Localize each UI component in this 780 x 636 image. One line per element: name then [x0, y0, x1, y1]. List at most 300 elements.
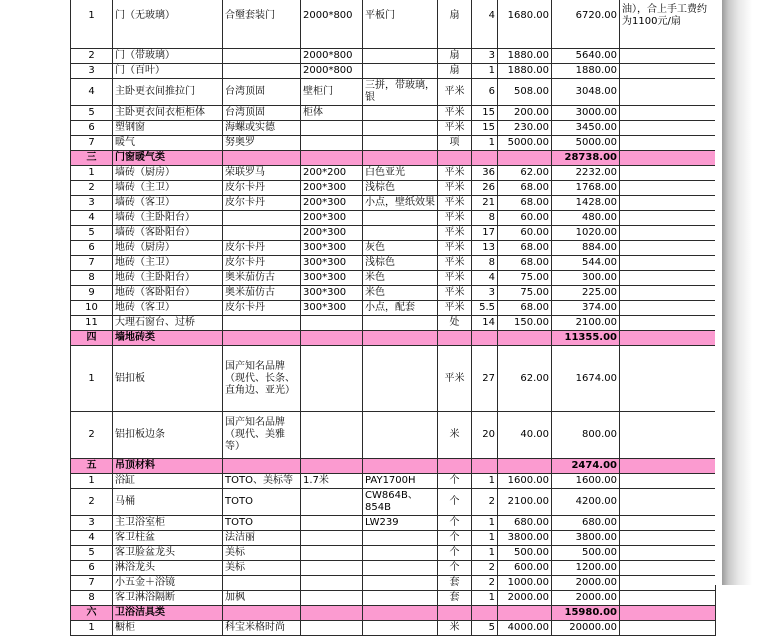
table-row[interactable]	[71, 546, 716, 561]
cell-total[interactable]: 225.00	[552, 286, 620, 301]
cell-total[interactable]: 800.00	[552, 412, 620, 459]
cell-index[interactable]: 2	[71, 489, 113, 516]
cell-note[interactable]: 浅棕色	[363, 181, 438, 196]
cell-note[interactable]	[363, 546, 438, 561]
cell-price[interactable]: 62.00	[498, 166, 552, 181]
cell-index[interactable]: 2	[71, 49, 113, 64]
cell-spec[interactable]	[301, 531, 363, 546]
cell-note[interactable]: 小点，配套	[363, 301, 438, 316]
cell-price[interactable]: 600.00	[498, 561, 552, 576]
cell-name[interactable]: 墙砖（主卫）	[113, 181, 223, 196]
cell-index[interactable]: 6	[71, 241, 113, 256]
cell-spec[interactable]: 柜体	[301, 106, 363, 121]
cell-brand[interactable]: TOTO	[223, 489, 301, 516]
cell-spec[interactable]: 300*300	[301, 271, 363, 286]
cell-brand[interactable]: 奥米茄仿古	[223, 271, 301, 286]
cell-price[interactable]: 62.00	[498, 346, 552, 412]
cell-unit[interactable]: 项	[438, 136, 472, 151]
cell-price[interactable]: 40.00	[498, 412, 552, 459]
cell-price[interactable]: 68.00	[498, 301, 552, 316]
cell-brand[interactable]: 国产知名品牌（现代、长条、直角边、亚光）	[223, 346, 301, 412]
table-row[interactable]	[71, 412, 716, 459]
cell-total[interactable]: 1600.00	[552, 474, 620, 489]
spreadsheet-container[interactable]	[70, 0, 715, 636]
cell-total[interactable]: 884.00	[552, 241, 620, 256]
cell-qty[interactable]: 4	[472, 0, 498, 49]
cell-note[interactable]	[363, 136, 438, 151]
cell-brand[interactable]	[223, 576, 301, 591]
cell-total[interactable]: 11355.00	[552, 331, 620, 346]
cell-remark[interactable]	[620, 561, 716, 576]
cell-price[interactable]: 68.00	[498, 181, 552, 196]
cell-total[interactable]: 1768.00	[552, 181, 620, 196]
cell-remark[interactable]	[620, 256, 716, 271]
cell-spec[interactable]: 300*300	[301, 301, 363, 316]
cell-remark[interactable]	[620, 412, 716, 459]
cell-unit[interactable]: 平米	[438, 226, 472, 241]
cell-qty[interactable]: 2	[472, 561, 498, 576]
cell-name[interactable]: 地砖（主卧阳台）	[113, 271, 223, 286]
cell-unit[interactable]: 平米	[438, 286, 472, 301]
cell-index[interactable]: 4	[71, 211, 113, 226]
cell-unit[interactable]: 个	[438, 531, 472, 546]
table-row[interactable]	[71, 591, 716, 606]
cell-index[interactable]: 4	[71, 79, 113, 106]
cell-remark[interactable]	[620, 106, 716, 121]
cell-unit[interactable]: 扇	[438, 49, 472, 64]
cell-name[interactable]: 大理石窗台、过桥	[113, 316, 223, 331]
cell-qty[interactable]: 1	[472, 591, 498, 606]
cell-brand[interactable]	[223, 459, 301, 474]
cell-total[interactable]: 3048.00	[552, 79, 620, 106]
cell-note[interactable]: 平板门	[363, 0, 438, 49]
cell-spec[interactable]: 300*300	[301, 256, 363, 271]
cell-index[interactable]: 1	[71, 0, 113, 49]
table-row[interactable]	[71, 211, 716, 226]
cell-total[interactable]: 2232.00	[552, 166, 620, 181]
cell-unit[interactable]: 处	[438, 316, 472, 331]
cell-brand[interactable]	[223, 606, 301, 621]
cell-brand[interactable]: 合壐套装门	[223, 0, 301, 49]
cell-name[interactable]: 浴缸	[113, 474, 223, 489]
cell-price[interactable]: 508.00	[498, 79, 552, 106]
cell-qty[interactable]: 20	[472, 412, 498, 459]
cell-remark[interactable]	[620, 136, 716, 151]
cell-index[interactable]: 8	[71, 591, 113, 606]
cell-index[interactable]: 5	[71, 226, 113, 241]
cell-qty[interactable]: 4	[472, 271, 498, 286]
cell-index[interactable]: 6	[71, 121, 113, 136]
cell-remark[interactable]	[620, 346, 716, 412]
cell-remark[interactable]	[620, 151, 716, 166]
cell-name[interactable]: 地砖（客卧阳台）	[113, 286, 223, 301]
cell-name[interactable]: 橱柜	[113, 621, 223, 636]
section-header-row[interactable]	[71, 151, 716, 166]
cell-price[interactable]: 68.00	[498, 196, 552, 211]
cell-price[interactable]: 200.00	[498, 106, 552, 121]
cell-index[interactable]: 8	[71, 271, 113, 286]
cell-name[interactable]: 客卫淋浴隔断	[113, 591, 223, 606]
cell-note[interactable]	[363, 561, 438, 576]
cell-qty[interactable]: 6	[472, 79, 498, 106]
cell-note[interactable]: 小点，壁纸效果	[363, 196, 438, 211]
cell-remark[interactable]	[620, 121, 716, 136]
cell-brand[interactable]: 美标	[223, 546, 301, 561]
table-row[interactable]	[71, 121, 716, 136]
cell-total[interactable]: 374.00	[552, 301, 620, 316]
cell-price[interactable]: 3800.00	[498, 531, 552, 546]
table-row[interactable]	[71, 286, 716, 301]
cell-unit[interactable]: 平米	[438, 301, 472, 316]
cell-remark[interactable]	[620, 489, 716, 516]
cell-total[interactable]: 3450.00	[552, 121, 620, 136]
cell-remark[interactable]	[620, 181, 716, 196]
cell-note[interactable]: 灰色	[363, 241, 438, 256]
cell-spec[interactable]	[301, 459, 363, 474]
cell-spec[interactable]	[301, 576, 363, 591]
cell-brand[interactable]: 海螺或实德	[223, 121, 301, 136]
cell-brand[interactable]: 国产知名品牌（现代、美雅等）	[223, 412, 301, 459]
cell-spec[interactable]: 200*200	[301, 166, 363, 181]
cell-unit[interactable]: 套	[438, 576, 472, 591]
cell-index[interactable]: 7	[71, 136, 113, 151]
cell-unit[interactable]: 平米	[438, 181, 472, 196]
cell-remark[interactable]	[620, 546, 716, 561]
cell-remark[interactable]	[620, 591, 716, 606]
cell-name[interactable]: 马桶	[113, 489, 223, 516]
cell-name[interactable]: 客卫脸盆龙头	[113, 546, 223, 561]
cell-index[interactable]: 2	[71, 412, 113, 459]
cell-spec[interactable]	[301, 606, 363, 621]
cell-total[interactable]: 20000.00	[552, 621, 620, 636]
cell-spec[interactable]	[301, 412, 363, 459]
cell-name[interactable]: 墙砖（厨房）	[113, 166, 223, 181]
cell-total[interactable]: 5000.00	[552, 136, 620, 151]
cell-unit[interactable]: 个	[438, 516, 472, 531]
cell-note[interactable]	[363, 591, 438, 606]
cell-brand[interactable]: 加枫	[223, 591, 301, 606]
cell-name[interactable]: 塑钢窗	[113, 121, 223, 136]
cell-remark[interactable]	[620, 241, 716, 256]
cell-qty[interactable]: 15	[472, 121, 498, 136]
cell-remark[interactable]	[620, 576, 716, 591]
cell-note[interactable]	[363, 531, 438, 546]
cell-index[interactable]: 1	[71, 621, 113, 636]
cell-price[interactable]	[498, 331, 552, 346]
cell-name[interactable]: 门（无玻璃）	[113, 0, 223, 49]
cell-total[interactable]: 1880.00	[552, 64, 620, 79]
cell-qty[interactable]: 15	[472, 106, 498, 121]
cell-unit[interactable]	[438, 459, 472, 474]
cell-index[interactable]: 5	[71, 106, 113, 121]
cell-note[interactable]: 米色	[363, 271, 438, 286]
cell-spec[interactable]: 300*300	[301, 241, 363, 256]
cell-name[interactable]: 吊顶材料	[113, 459, 223, 474]
cell-name[interactable]: 卫浴洁具类	[113, 606, 223, 621]
cell-unit[interactable]: 套	[438, 591, 472, 606]
cell-index[interactable]: 5	[71, 546, 113, 561]
cell-spec[interactable]	[301, 151, 363, 166]
cell-total[interactable]: 4200.00	[552, 489, 620, 516]
cell-brand[interactable]	[223, 211, 301, 226]
cell-brand[interactable]	[223, 331, 301, 346]
cell-price[interactable]: 500.00	[498, 546, 552, 561]
cell-name[interactable]: 暖气	[113, 136, 223, 151]
cell-spec[interactable]: 200*300	[301, 211, 363, 226]
cell-qty[interactable]: 8	[472, 211, 498, 226]
cell-price[interactable]: 1680.00	[498, 0, 552, 49]
cell-name[interactable]: 主卧更衣间衣柜柜体	[113, 106, 223, 121]
table-row[interactable]	[71, 0, 716, 49]
cell-note[interactable]	[363, 459, 438, 474]
cell-note[interactable]: 米色	[363, 286, 438, 301]
cell-spec[interactable]	[301, 121, 363, 136]
cell-index[interactable]: 3	[71, 64, 113, 79]
table-row[interactable]	[71, 346, 716, 412]
cell-qty[interactable]: 1	[472, 531, 498, 546]
cell-total[interactable]: 680.00	[552, 516, 620, 531]
cell-name[interactable]: 小五金＋浴镜	[113, 576, 223, 591]
cell-price[interactable]: 4000.00	[498, 621, 552, 636]
cell-index[interactable]: 9	[71, 286, 113, 301]
cell-qty[interactable]	[472, 151, 498, 166]
cell-qty[interactable]: 1	[472, 516, 498, 531]
cell-brand[interactable]: 奥米茄仿古	[223, 286, 301, 301]
cell-index[interactable]: 三	[71, 151, 113, 166]
cell-note[interactable]: 浅棕色	[363, 256, 438, 271]
cell-total[interactable]: 1200.00	[552, 561, 620, 576]
table-row[interactable]	[71, 516, 716, 531]
cell-note[interactable]	[363, 412, 438, 459]
cell-total[interactable]: 480.00	[552, 211, 620, 226]
cell-qty[interactable]: 1	[472, 64, 498, 79]
cell-price[interactable]: 2100.00	[498, 489, 552, 516]
cell-name[interactable]: 地砖（客卫）	[113, 301, 223, 316]
cell-note[interactable]	[363, 621, 438, 636]
cell-remark[interactable]	[620, 226, 716, 241]
table-row[interactable]	[71, 271, 716, 286]
cell-remark[interactable]	[620, 64, 716, 79]
cell-remark[interactable]	[620, 271, 716, 286]
cell-spec[interactable]	[301, 591, 363, 606]
cell-name[interactable]: 铝扣板	[113, 346, 223, 412]
cell-note[interactable]: CW864B、854B	[363, 489, 438, 516]
cell-remark[interactable]	[620, 166, 716, 181]
cell-remark[interactable]	[620, 606, 716, 621]
cell-price[interactable]: 150.00	[498, 316, 552, 331]
cell-qty[interactable]	[472, 606, 498, 621]
cell-name[interactable]: 主卧更衣间推拉门	[113, 79, 223, 106]
table-row[interactable]	[71, 301, 716, 316]
cell-remark[interactable]	[620, 49, 716, 64]
cell-price[interactable]	[498, 459, 552, 474]
cell-qty[interactable]: 3	[472, 286, 498, 301]
cell-price[interactable]: 68.00	[498, 241, 552, 256]
cell-brand[interactable]: 皮尔卡丹	[223, 256, 301, 271]
cell-price[interactable]: 1000.00	[498, 576, 552, 591]
cell-note[interactable]	[363, 606, 438, 621]
cell-unit[interactable]: 米	[438, 621, 472, 636]
cell-brand[interactable]: 法洁丽	[223, 531, 301, 546]
cell-unit[interactable]: 平米	[438, 79, 472, 106]
cell-unit[interactable]: 个	[438, 546, 472, 561]
cell-note[interactable]	[363, 226, 438, 241]
cell-unit[interactable]: 平米	[438, 271, 472, 286]
cell-note[interactable]	[363, 331, 438, 346]
cell-total[interactable]: 1020.00	[552, 226, 620, 241]
cell-name[interactable]: 墙地砖类	[113, 331, 223, 346]
cell-remark[interactable]	[620, 531, 716, 546]
cell-index[interactable]: 1	[71, 474, 113, 489]
cell-spec[interactable]: 2000*800	[301, 0, 363, 49]
cell-spec[interactable]: 壁柜门	[301, 79, 363, 106]
cell-qty[interactable]: 36	[472, 166, 498, 181]
cell-qty[interactable]: 2	[472, 489, 498, 516]
cell-qty[interactable]: 1	[472, 136, 498, 151]
cell-name[interactable]: 主卫浴室柜	[113, 516, 223, 531]
cell-price[interactable]	[498, 606, 552, 621]
cell-remark[interactable]	[620, 211, 716, 226]
cell-total[interactable]: 300.00	[552, 271, 620, 286]
cell-qty[interactable]: 5.5	[472, 301, 498, 316]
cell-qty[interactable]: 1	[472, 474, 498, 489]
cell-price[interactable]: 60.00	[498, 211, 552, 226]
table-row[interactable]	[71, 474, 716, 489]
cell-brand[interactable]: 皮尔卡丹	[223, 241, 301, 256]
table-row[interactable]	[71, 79, 716, 106]
cell-spec[interactable]	[301, 489, 363, 516]
cell-name[interactable]: 地砖（主卫）	[113, 256, 223, 271]
cell-spec[interactable]	[301, 516, 363, 531]
table-row[interactable]	[71, 226, 716, 241]
cell-brand[interactable]: 努奥罗	[223, 136, 301, 151]
cell-index[interactable]: 1	[71, 166, 113, 181]
cell-note[interactable]	[363, 151, 438, 166]
cell-unit[interactable]: 平米	[438, 166, 472, 181]
cell-spec[interactable]	[301, 316, 363, 331]
cell-spec[interactable]: 200*300	[301, 181, 363, 196]
table-row[interactable]	[71, 531, 716, 546]
section-header-row[interactable]	[71, 331, 716, 346]
section-header-row[interactable]	[71, 459, 716, 474]
cell-spec[interactable]: 1.7米	[301, 474, 363, 489]
cell-total[interactable]: 544.00	[552, 256, 620, 271]
table-row[interactable]	[71, 561, 716, 576]
cell-unit[interactable]	[438, 606, 472, 621]
cell-index[interactable]: 4	[71, 531, 113, 546]
cell-spec[interactable]	[301, 346, 363, 412]
cell-brand[interactable]: 皮尔卡丹	[223, 196, 301, 211]
cell-remark[interactable]	[620, 459, 716, 474]
cell-unit[interactable]: 平米	[438, 346, 472, 412]
cell-price[interactable]: 75.00	[498, 286, 552, 301]
cell-brand[interactable]: 皮尔卡丹	[223, 301, 301, 316]
cell-spec[interactable]	[301, 561, 363, 576]
cell-unit[interactable]: 扇	[438, 64, 472, 79]
cell-spec[interactable]	[301, 621, 363, 636]
cell-name[interactable]: 墙砖（客卧阳台）	[113, 226, 223, 241]
cell-price[interactable]: 230.00	[498, 121, 552, 136]
cell-remark[interactable]	[620, 621, 716, 636]
cell-qty[interactable]	[472, 459, 498, 474]
cell-price[interactable]: 68.00	[498, 256, 552, 271]
cell-unit[interactable]: 平米	[438, 106, 472, 121]
cell-index[interactable]: 五	[71, 459, 113, 474]
cell-name[interactable]: 淋浴龙头	[113, 561, 223, 576]
cell-brand[interactable]	[223, 226, 301, 241]
cell-qty[interactable]: 13	[472, 241, 498, 256]
cell-total[interactable]: 1674.00	[552, 346, 620, 412]
cell-brand[interactable]: 美标	[223, 561, 301, 576]
cell-price[interactable]: 680.00	[498, 516, 552, 531]
cell-index[interactable]: 6	[71, 561, 113, 576]
cell-unit[interactable]: 平米	[438, 241, 472, 256]
cell-note[interactable]	[363, 121, 438, 136]
cell-price[interactable]: 75.00	[498, 271, 552, 286]
table-row[interactable]	[71, 64, 716, 79]
cell-note[interactable]: 三拼，带玻璃，银	[363, 79, 438, 106]
cell-note[interactable]	[363, 316, 438, 331]
cell-remark[interactable]	[620, 474, 716, 489]
cell-note[interactable]	[363, 64, 438, 79]
cell-brand[interactable]	[223, 49, 301, 64]
cell-note[interactable]	[363, 346, 438, 412]
cell-total[interactable]: 5640.00	[552, 49, 620, 64]
cell-brand[interactable]	[223, 64, 301, 79]
cell-index[interactable]: 3	[71, 196, 113, 211]
cell-note[interactable]: 白色亚光	[363, 166, 438, 181]
table-row[interactable]	[71, 196, 716, 211]
cell-unit[interactable]: 平米	[438, 256, 472, 271]
cell-name[interactable]: 地砖（厨房）	[113, 241, 223, 256]
cell-spec[interactable]: 2000*800	[301, 64, 363, 79]
table-row[interactable]	[71, 489, 716, 516]
cell-price[interactable]: 60.00	[498, 226, 552, 241]
cell-unit[interactable]: 平米	[438, 121, 472, 136]
cell-unit[interactable]: 个	[438, 474, 472, 489]
cell-index[interactable]: 7	[71, 256, 113, 271]
cell-remark[interactable]	[620, 301, 716, 316]
cell-spec[interactable]	[301, 331, 363, 346]
cell-total[interactable]: 6720.00	[552, 0, 620, 49]
cell-note[interactable]: LW239	[363, 516, 438, 531]
cell-qty[interactable]: 2	[472, 576, 498, 591]
section-header-row[interactable]	[71, 606, 716, 621]
cell-unit[interactable]	[438, 151, 472, 166]
cell-unit[interactable]: 米	[438, 412, 472, 459]
cell-price[interactable]	[498, 151, 552, 166]
table-row[interactable]	[71, 621, 716, 636]
cell-qty[interactable]: 3	[472, 49, 498, 64]
table-row[interactable]	[71, 136, 716, 151]
cell-total[interactable]: 2000.00	[552, 591, 620, 606]
cell-qty[interactable]: 17	[472, 226, 498, 241]
cell-brand[interactable]	[223, 316, 301, 331]
table-row[interactable]	[71, 256, 716, 271]
table-row[interactable]	[71, 241, 716, 256]
cell-unit[interactable]: 扇	[438, 0, 472, 49]
cell-brand[interactable]: 台湾顶固	[223, 106, 301, 121]
cell-total[interactable]: 2000.00	[552, 576, 620, 591]
cell-price[interactable]: 1880.00	[498, 49, 552, 64]
cell-price[interactable]: 5000.00	[498, 136, 552, 151]
cell-name[interactable]: 门（带玻璃）	[113, 49, 223, 64]
cell-index[interactable]: 7	[71, 576, 113, 591]
cell-total[interactable]: 2474.00	[552, 459, 620, 474]
cell-qty[interactable]: 26	[472, 181, 498, 196]
cell-remark[interactable]	[620, 331, 716, 346]
cell-spec[interactable]: 200*300	[301, 196, 363, 211]
